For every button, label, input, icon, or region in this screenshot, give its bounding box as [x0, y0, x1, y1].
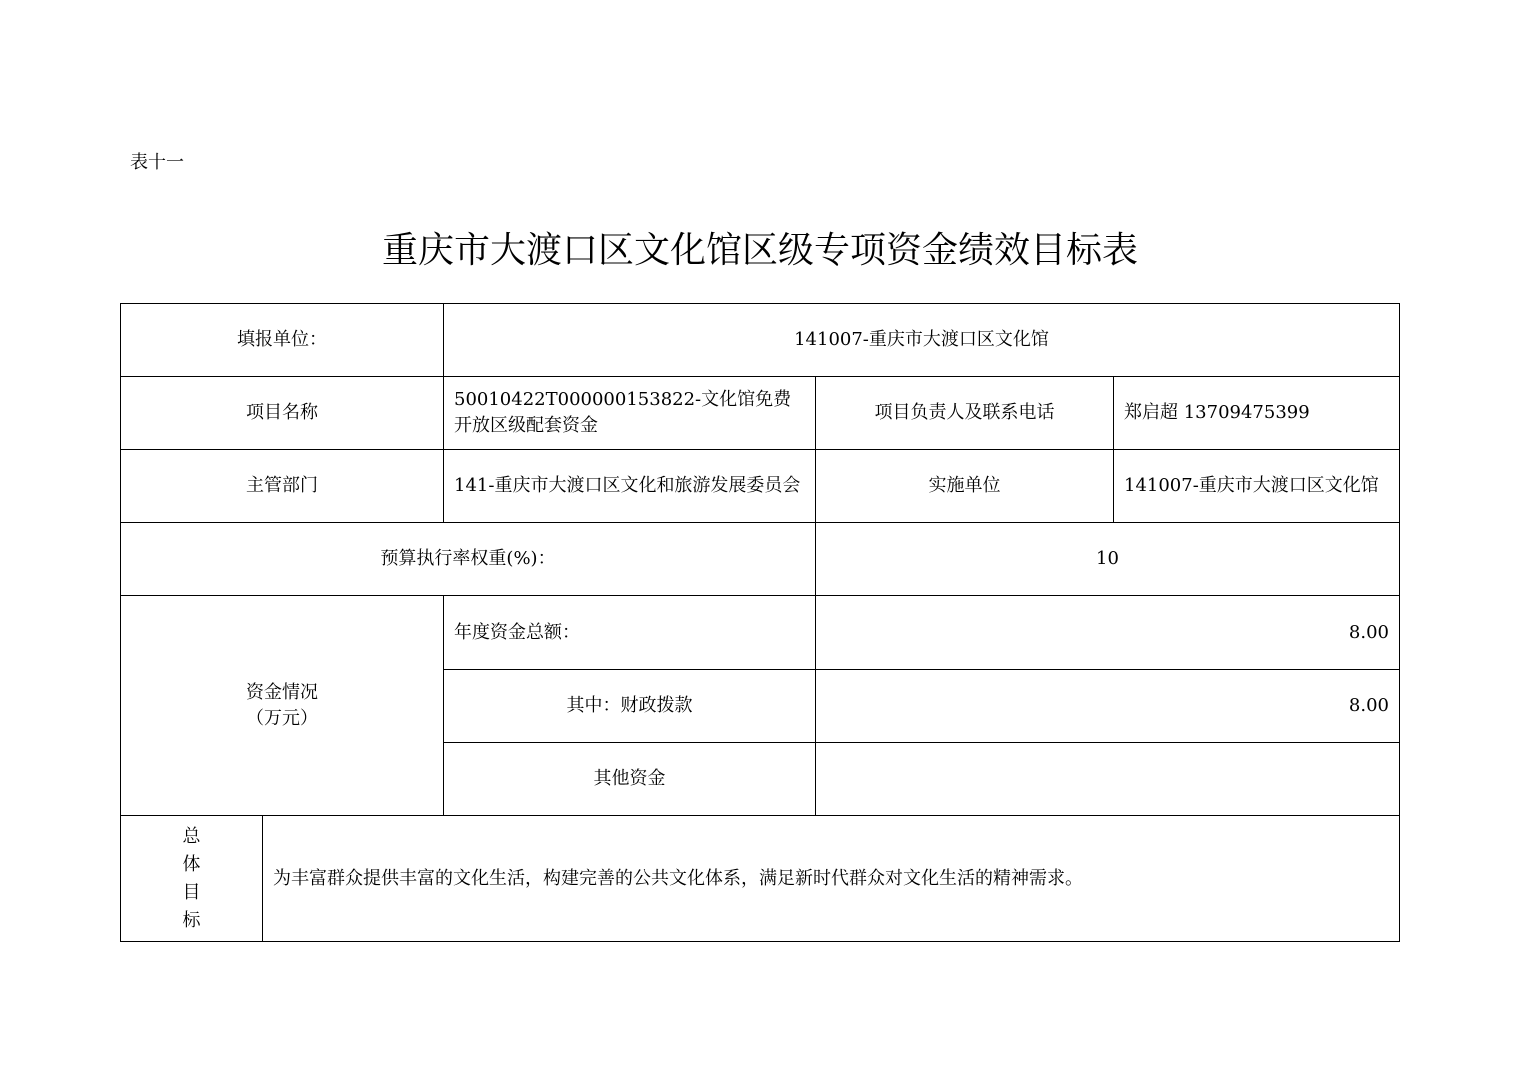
performance-target-table	[120, 303, 1400, 942]
other-funds-label-cell	[443, 742, 815, 815]
implementing-unit-label-cell	[815, 449, 1113, 522]
department-value: 141-重庆市大渡口区文化和旅游发展委员会	[454, 475, 801, 496]
overall-goal-text-cell	[262, 815, 1400, 942]
budget-weight-label-cell	[120, 522, 815, 595]
table-number-label: 表十一	[130, 152, 184, 173]
project-name-label-cell	[120, 376, 443, 449]
reporting-unit-value-cell	[443, 303, 1400, 376]
annual-total-value-cell	[815, 595, 1400, 669]
funds-label-line2: （万元）	[246, 707, 318, 729]
department-label-cell	[120, 449, 443, 522]
overall-goal-label-char: 标	[182, 909, 201, 931]
project-contact-label-cell	[815, 376, 1113, 449]
overall-goal-label-cell	[120, 815, 262, 942]
overall-goal-label-char: 总	[182, 825, 201, 847]
fiscal-allocation-value-cell	[815, 669, 1400, 742]
project-contact-label: 项目负责人及联系电话	[874, 402, 1055, 423]
other-funds-value-cell	[815, 742, 1400, 815]
reporting-unit-label-cell	[120, 303, 443, 376]
implementing-unit-value-cell	[1113, 449, 1400, 522]
reporting-unit-label: 填报单位：	[237, 329, 327, 350]
reporting-unit-value: 141007-重庆市大渡口区文化馆	[794, 329, 1049, 350]
fiscal-allocation-label: 其中：财政拨款	[566, 695, 693, 716]
other-funds-label: 其他资金	[593, 768, 666, 789]
project-name-value-cell	[443, 376, 815, 449]
funds-label-cell	[120, 595, 443, 815]
overall-goal-label-char: 体	[182, 853, 201, 875]
project-name-label: 项目名称	[246, 402, 318, 423]
fiscal-allocation-value: 8.00	[1348, 695, 1389, 716]
fiscal-allocation-label-cell	[443, 669, 815, 742]
project-contact-value: 郑启超 13709475399	[1124, 402, 1310, 423]
annual-total-value: 8.00	[1348, 621, 1389, 643]
overall-goal-label	[183, 823, 201, 935]
funds-label-line1: 资金情况	[246, 681, 318, 703]
department-label: 主管部门	[246, 475, 318, 496]
budget-weight-value: 10	[1096, 548, 1119, 569]
implementing-unit-label: 实施单位	[928, 475, 1001, 496]
annual-total-label: 年度资金总额：	[454, 621, 580, 643]
annual-total-label-cell	[443, 595, 815, 669]
implementing-unit-value: 141007-重庆市大渡口区文化馆	[1124, 475, 1379, 496]
overall-goal-label-char: 目	[182, 881, 201, 903]
project-contact-value-cell	[1113, 376, 1400, 449]
department-value-cell	[443, 449, 815, 522]
budget-weight-label: 预算执行率权重(%)：	[380, 548, 556, 569]
overall-goal-text: 为丰富群众提供丰富的文化生活，构建完善的公共文化体系，满足新时代群众对文化生活的精神需求。	[273, 867, 1083, 889]
budget-weight-value-cell	[815, 522, 1400, 595]
project-name-value: 50010422T000000153822-文化馆免费开放区级配套资金	[454, 389, 792, 436]
page-title: 重庆市大渡口区文化馆区级专项资金绩效目标表	[381, 230, 1138, 271]
